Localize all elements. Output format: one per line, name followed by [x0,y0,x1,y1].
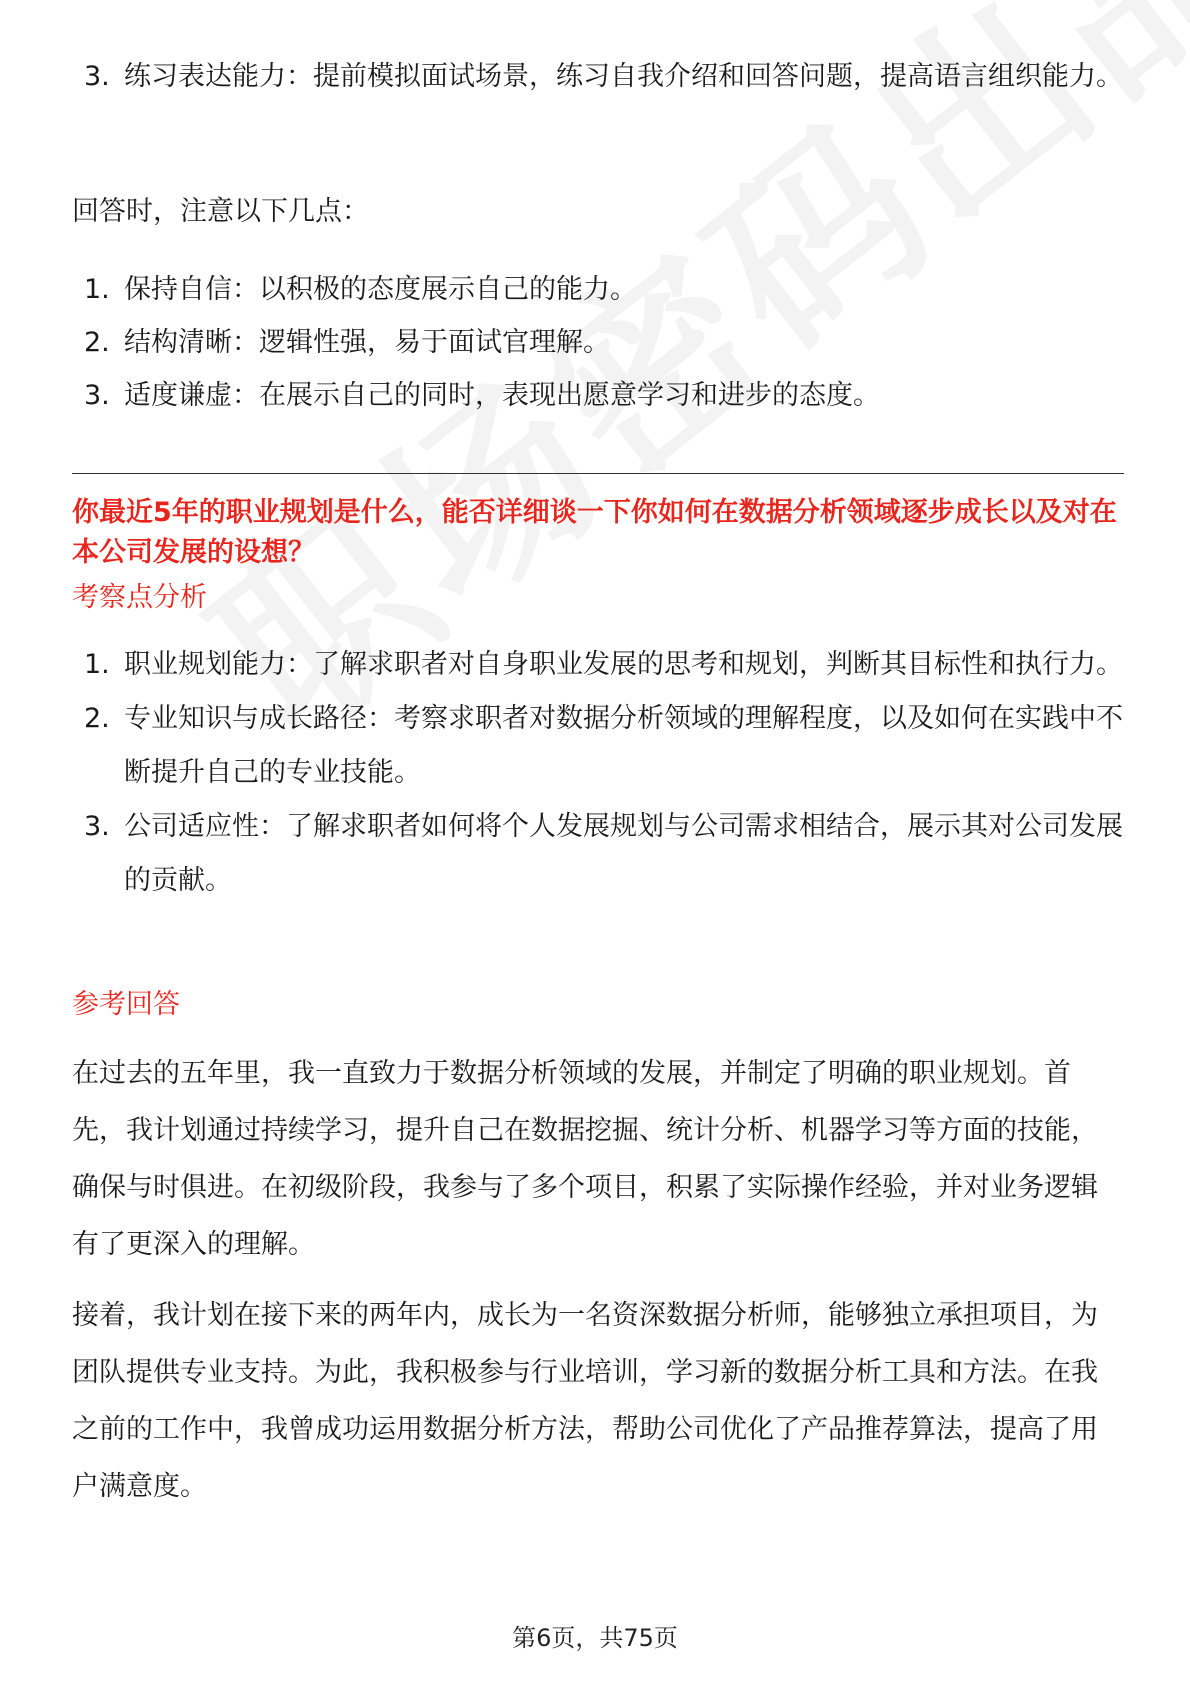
list-text: 专业知识与成长路径：考察求职者对数据分析领域的理解程度，以及如何在实践中不断提升自己的专业技能。 [124,703,1123,788]
list-item [72,800,1124,908]
prep-list [72,48,1124,106]
list-item [72,48,1124,106]
list-text: 职业规划能力：了解求职者对自身职业发展的思考和规划，判断其目标性和执行力。 [124,649,1123,680]
intro-text: 回答时，注意以下几点： [72,196,369,227]
list-text: 练习表达能力：提前模拟面试场景，练习自我介绍和回答问题，提高语言组织能力。 [124,61,1123,92]
list-item [72,692,1124,800]
page-footer: 第6页，共75页 [512,1624,678,1652]
question-heading: 你最近5年的职业规划是什么，能否详细谈一下你如何在数据分析领域逐步成长以及对在本公司发展的设想？ [72,497,1117,568]
list-text: 保持自信：以积极的态度展示自己的能力。 [124,274,637,305]
section-divider [72,473,1124,474]
analysis-list [72,638,1124,908]
analysis-heading: 考察点分析 [72,582,207,613]
list-text: 适度谦虚：在展示自己的同时，表现出愿意学习和进步的态度。 [124,380,880,411]
list-number: 3. [84,811,110,842]
list-number: 3. [84,61,110,92]
tips-list [72,263,1124,422]
answer-heading: 参考回答 [72,989,180,1020]
answer-paragraph: 接着，我计划在接下来的两年内，成长为一名资深数据分析师，能够独立承担项目，为团队提供专业支持。为此，我积极参与行业培训，学习新的数据分析工具和方法。在我之前的工作中，我曾成功运用数据分析方法，帮助公司优化了产品推荐算法，提高了用户满意度。 [72,1300,1098,1502]
answer-paragraph: 在过去的五年里，我一直致力于数据分析领域的发展，并制定了明确的职业规划。首先，我计划通过持续学习，提升自己在数据挖掘、统计分析、机器学习等方面的技能，确保与时俱进。在初级阶段，我参与了多个项目，积累了实际操作经验，并对业务逻辑有了更深入的理解。 [72,1058,1098,1260]
list-number: 3. [84,380,110,411]
list-number: 2. [84,703,110,734]
list-text: 结构清晰：逻辑性强，易于面试官理解。 [124,327,610,358]
list-item [72,316,1124,369]
list-number: 1. [84,274,110,305]
list-item [72,263,1124,316]
list-number: 2. [84,327,110,358]
list-text: 公司适应性：了解求职者如何将个人发展规划与公司需求相结合，展示其对公司发展的贡献。 [124,811,1123,896]
list-item [72,369,1124,422]
list-number: 1. [84,649,110,680]
list-item [72,638,1124,692]
